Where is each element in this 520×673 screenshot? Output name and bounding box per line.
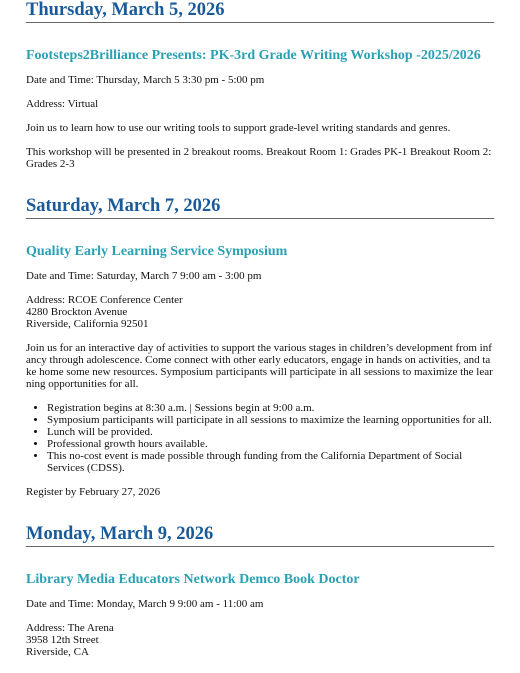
- address-line: Riverside, CA: [26, 646, 89, 658]
- event-datetime: Date and Time: Monday, March 9 9:00 am - 11:00 am: [26, 598, 264, 610]
- event-address: [26, 294, 494, 330]
- address-line: Address: The Arena: [26, 622, 114, 634]
- register-deadline: Register by February 27, 2026: [26, 486, 161, 498]
- day-heading-saturday: Saturday, March 7, 2026: [26, 195, 494, 219]
- list-item: • Symposium participants will participate in all sessions to maximize the learning opportunities for all.: [47, 414, 494, 426]
- address-line: Address: RCOE Conference Center: [26, 294, 183, 306]
- event-description: Join us to learn how to use our writing tools to support grade-level writing standards and genres.: [26, 122, 451, 134]
- list-item: • This no-cost event is made possible through funding from the California Department of Social Services (CDSS).: [47, 450, 494, 474]
- event-description-breakouts: This workshop will be presented in 2 breakout rooms. Breakout Room 1: Grades PK-1 Breakout Room 2: Grades 2-3: [26, 146, 492, 170]
- event-description: Join us for an interactive day of activities to support the various stages in children’s development from infancy through adolescence. Come connect with other early educators, engage in hands on activities, and take home some new resources. Symposium participants will participate in all sessions to maximize the learning opportunities for all.: [26, 342, 493, 390]
- day-heading-thursday: Thursday, March 5, 2026: [26, 0, 494, 23]
- event-title-symposium[interactable]: Quality Early Learning Service Symposium: [26, 244, 288, 259]
- event-details-list: [26, 402, 494, 474]
- list-item: • Professional growth hours available.: [47, 438, 494, 450]
- list-item: • Lunch will be provided.: [47, 426, 494, 438]
- event-title-writing-workshop[interactable]: Footsteps2Brilliance Presents: PK-3rd Grade Writing Workshop -2025/2026: [26, 48, 481, 63]
- list-item: • Registration begins at 8:30 a.m. | Sessions begin at 9:00 a.m.: [47, 402, 494, 414]
- address-line: Riverside, California 92501: [26, 318, 149, 330]
- address-line: 3958 12th Street: [26, 634, 99, 646]
- event-address: Address: Virtual: [26, 98, 99, 110]
- event-address: [26, 622, 494, 658]
- event-datetime: Date and Time: Thursday, March 5 3:30 pm - 5:00 pm: [26, 74, 265, 86]
- day-heading-monday: Monday, March 9, 2026: [26, 523, 494, 547]
- event-datetime: Date and Time: Saturday, March 7 9:00 am - 3:00 pm: [26, 270, 262, 282]
- event-title-book-doctor[interactable]: Library Media Educators Network Demco Book Doctor: [26, 572, 360, 587]
- address-line: 4280 Brockton Avenue: [26, 306, 128, 318]
